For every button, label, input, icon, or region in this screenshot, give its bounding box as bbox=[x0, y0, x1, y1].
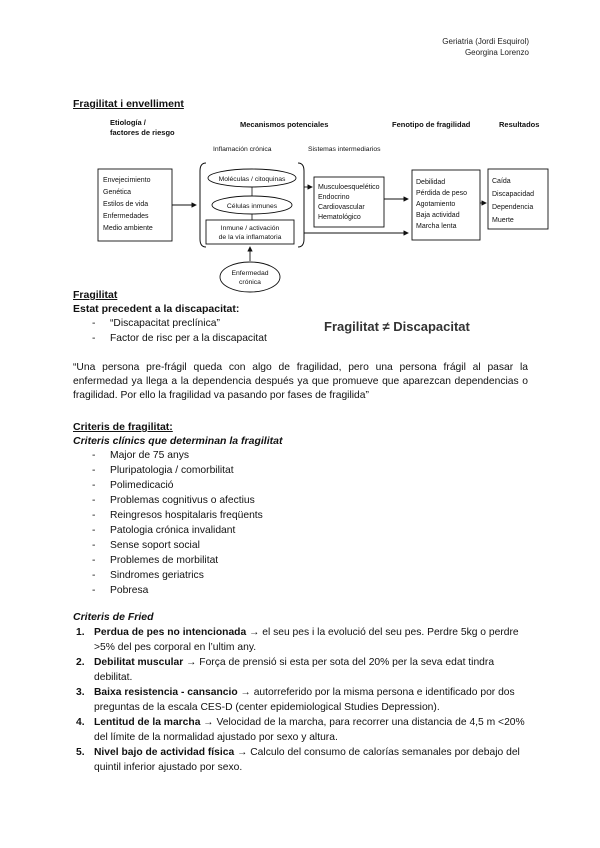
subheader-inflamacion: Inflamación crónica bbox=[213, 146, 272, 153]
fried-item bbox=[73, 656, 528, 685]
moleculas-label: Moléculas / citoquinas bbox=[218, 176, 286, 183]
fried-item bbox=[73, 746, 528, 775]
fried-item bbox=[73, 686, 528, 715]
list-item: - Sindromes geriatrics bbox=[92, 568, 263, 583]
list-item: - Reingresos hospitalaris freqüents bbox=[92, 508, 263, 523]
etiology-item: Medio ambiente bbox=[103, 225, 153, 232]
header-fenotipo: Fenotipo de fragilidad bbox=[392, 120, 471, 129]
etiology-item: Enfermedades bbox=[103, 213, 149, 220]
criteris-clinics-heading: Criteris clínics que determinan la fragilitat bbox=[73, 435, 283, 447]
fragilitat-neq-discapacitat: Fragilitat ≠ Discapacitat bbox=[324, 319, 470, 334]
enfermedad-label-1: Enfermedad bbox=[231, 270, 269, 277]
criteris-clinics-list bbox=[92, 448, 263, 598]
celulas-label: Células inmunes bbox=[226, 203, 278, 210]
systems-item: Cardiovascular bbox=[318, 204, 365, 211]
fragilitat-heading: Fragilitat bbox=[73, 289, 118, 301]
inmune-label-2: de la vía inflamatoria bbox=[218, 234, 282, 241]
phenotype-item: Agotamiento bbox=[416, 201, 456, 208]
bracket-left bbox=[200, 163, 206, 247]
page-header bbox=[442, 36, 529, 58]
phenotype-item: Pérdida de peso bbox=[416, 190, 467, 197]
fried-number: 1. bbox=[76, 627, 85, 638]
fried-item bbox=[73, 626, 528, 655]
bracket-right bbox=[298, 163, 304, 247]
fried-desc: → el seu pes i la evolució del seu pes. Perdre 5kg o perdre >5% del pes corporal en l’ultim any. bbox=[94, 627, 519, 653]
systems-item: Musculoesquelético bbox=[318, 184, 380, 191]
phenotype-item: Marcha lenta bbox=[416, 223, 457, 230]
criteris-heading: Criteris de fragilitat: bbox=[73, 421, 173, 433]
fried-desc: → Velocidad de la marcha, para recorrer una distancia de 4,5 m <20% del límite de la normalidad ajustado por sexo y altura. bbox=[94, 717, 525, 743]
subheader-sistemas: Sistemas intermediarios bbox=[308, 146, 381, 153]
results-item: Discapacidad bbox=[492, 191, 535, 198]
list-item: - Major de 75 anys bbox=[92, 448, 263, 463]
header-resultados: Resultados bbox=[499, 120, 540, 129]
fried-term: Perdua de pes no intencionada bbox=[94, 627, 247, 638]
fried-desc: → Força de prensió si esta per sota del 20% per la seva edat tindra debilitat. bbox=[94, 657, 495, 683]
list-item: - Sense soport social bbox=[92, 538, 263, 553]
results-item: Muerte bbox=[492, 217, 514, 224]
list-item: - Pobresa bbox=[92, 583, 263, 598]
systems-item: Endocrino bbox=[318, 194, 350, 201]
header-course: Geriatria (Jordi Esquirol) bbox=[442, 37, 529, 46]
list-item: - Polimedicació bbox=[92, 478, 263, 493]
frailty-diagram bbox=[90, 113, 550, 298]
fried-term: Nivel bajo de actividad física bbox=[94, 747, 235, 758]
fried-criteria-list bbox=[73, 626, 528, 776]
etiology-item: Genética bbox=[103, 189, 132, 196]
list-item: - Patologia crónica invalidant bbox=[92, 523, 263, 538]
phenotype-item: Baja actividad bbox=[416, 212, 460, 219]
header-etiologia: Etiología / bbox=[110, 118, 146, 127]
header-mecanismos: Mecanismos potenciales bbox=[240, 120, 329, 129]
inmune-label-1: Inmune / activación bbox=[220, 225, 280, 232]
fried-number: 4. bbox=[76, 717, 85, 728]
fried-term: Debilitat muscular bbox=[94, 657, 184, 668]
fragilitat-list bbox=[92, 316, 267, 346]
quote-paragraph: “Una persona pre-frágil queda con algo de fragilidad, pero una persona frágil al pasar la enfermedad ya llega a la dependencia después ya que promueve que aparezcan dependencias o fragilidad. Por ello la fragilidad va pasando por fases de fragilida” bbox=[73, 362, 528, 401]
list-item: - Pluripatologia / comorbilitat bbox=[92, 463, 263, 478]
list-item: - “Discapacitat preclínica” bbox=[92, 316, 267, 331]
etiology-item: Envejecimiento bbox=[103, 177, 151, 184]
fragilitat-subheading: Estat precedent a la discapacitat: bbox=[73, 303, 240, 315]
fried-desc: → Calculo del consumo de calorías semanales por debajo del quintil inferior ajustado por sexo. bbox=[94, 747, 520, 773]
phenotype-item: Debilidad bbox=[416, 179, 446, 186]
fried-number: 2. bbox=[76, 657, 85, 668]
header-author: Georgina Lorenzo bbox=[464, 48, 529, 57]
header-factores: factores de riesgo bbox=[110, 128, 175, 137]
list-item: - Problemes de morbilitat bbox=[92, 553, 263, 568]
systems-item: Hematológico bbox=[318, 214, 361, 221]
enfermedad-label-2: crónica bbox=[239, 279, 261, 286]
fried-term: Baixa resistencia - cansancio bbox=[94, 687, 238, 698]
fried-desc: → autorreferido por la misma persona e identificado por dos preguntas de la escala CES-D (center epidemiological Studies Depression). bbox=[94, 687, 515, 713]
results-item: Dependencia bbox=[492, 204, 534, 211]
list-item: - Factor de risc per a la discapacitat bbox=[92, 331, 267, 346]
fried-item bbox=[73, 716, 528, 745]
enfermedad-ellipse bbox=[220, 262, 280, 292]
results-item: Caída bbox=[492, 178, 511, 185]
fried-heading: Criteris de Fried bbox=[73, 611, 154, 623]
etiology-item: Estilos de vida bbox=[103, 201, 149, 208]
fried-number: 5. bbox=[76, 747, 85, 758]
list-item: - Problemas cognitivus o afectius bbox=[92, 493, 263, 508]
section-title: Fragilitat i envelliment bbox=[73, 98, 184, 110]
fried-number: 3. bbox=[76, 687, 85, 698]
fried-term: Lentitud de la marcha bbox=[94, 717, 201, 728]
